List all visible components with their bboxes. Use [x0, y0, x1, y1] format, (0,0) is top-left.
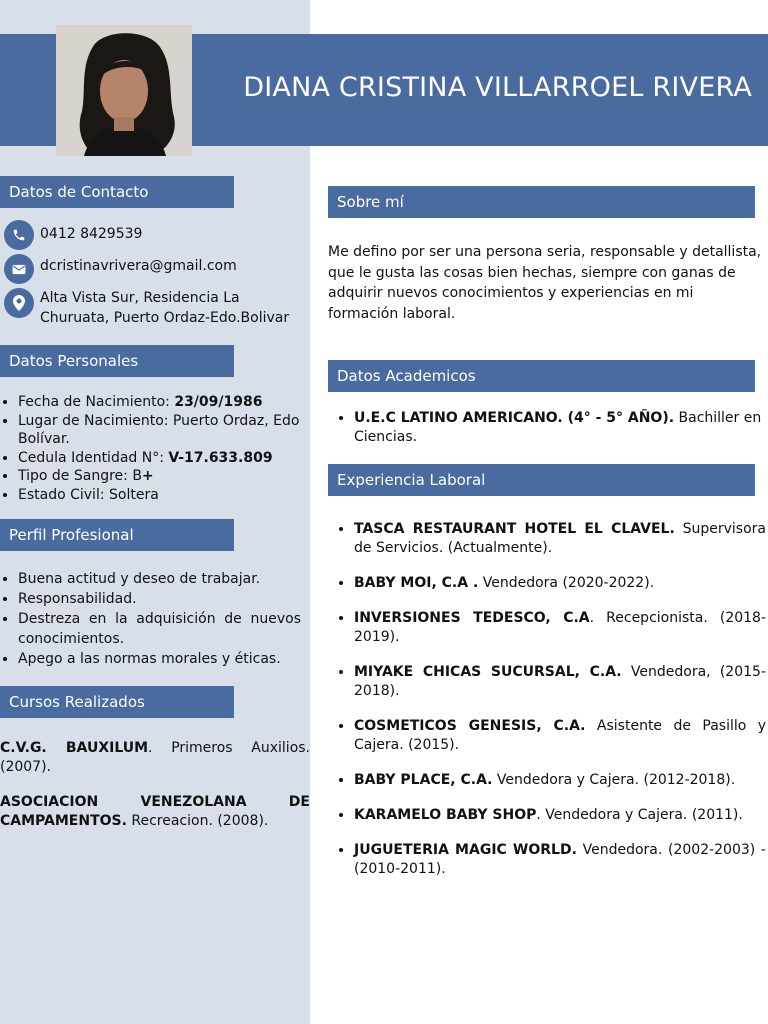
email-address: dcristinavrivera@gmail.com	[40, 258, 237, 274]
academic-list	[336, 409, 764, 446]
list-item: • Fecha de Nacimiento: 23/09/1986	[18, 393, 310, 412]
list-item: • MIYAKE CHICAS SUCURSAL, C.A. Vendedora, (2015-2018).	[354, 663, 766, 701]
profile-list	[0, 569, 301, 669]
section-header-personal: Datos Personales	[0, 345, 234, 377]
list-item: • KARAMELO BABY SHOP. Vendedora y Cajera. (2011).	[354, 806, 766, 825]
contact-address	[4, 288, 289, 328]
list-item: • INVERSIONES TEDESCO, C.A. Recepcionista. (2018-2019).	[354, 609, 766, 647]
person-name: DIANA CRISTINA VILLARROEL RIVERA	[243, 72, 752, 103]
list-item: • Estado Civil: Soltera	[18, 486, 310, 505]
course-item: C.V.G. BAUXILUM. Primeros Auxilios. (2007).	[0, 740, 311, 775]
phone-number: 0412 8429539	[40, 226, 143, 242]
address	[40, 288, 289, 328]
list-item: • COSMETICOS GENESIS, C.A. Asistente de Pasillo y Cajera. (2015).	[354, 717, 766, 755]
phone-icon	[4, 220, 34, 250]
mail-icon	[4, 254, 34, 284]
experience-list	[336, 520, 766, 895]
list-item: • Responsabilidad.	[18, 589, 301, 609]
list-item: • TASCA RESTAURANT HOTEL EL CLAVEL. Supervisora de Servicios. (Actualmente).	[354, 520, 766, 558]
section-header-profile: Perfil Profesional	[0, 519, 234, 551]
list-item: • Tipo de Sangre: B+	[18, 467, 310, 486]
list-item: • Apego a las normas morales y éticas.	[18, 649, 301, 669]
list-item: • Lugar de Nacimiento: Puerto Ordaz, Edo Bolívar.	[18, 412, 310, 449]
course-item: ASOCIACION VENEZOLANA DE CAMPAMENTOS. Recreacion. (2008).	[0, 794, 310, 829]
location-pin-icon	[4, 288, 34, 318]
contact-phone	[4, 220, 142, 250]
section-header-courses: Cursos Realizados	[0, 686, 234, 718]
list-item: • Destreza en la adquisición de nuevos conocimientos.	[18, 609, 301, 649]
personal-data-list	[0, 393, 310, 504]
address-line-1: Alta Vista Sur, Residencia La	[40, 290, 240, 306]
list-item: • BABY MOI, C.A . Vendedora (2020-2022).	[354, 574, 766, 593]
list-item: • Cedula Identidad N°: V-17.633.809	[18, 449, 310, 468]
list-item: • JUGUETERIA MAGIC WORLD. Vendedora. (2002-2003) -(2010-2011).	[354, 841, 766, 879]
contact-email	[4, 254, 237, 284]
list-item: • BABY PLACE, C.A. Vendedora y Cajera. (2012-2018).	[354, 771, 766, 790]
address-line-2: Churuata, Puerto Ordaz-Edo.Bolivar	[40, 310, 290, 326]
list-item: • U.E.C LATINO AMERICANO. (4° - 5° AÑO). Bachiller en Ciencias.	[354, 409, 764, 446]
section-header-contact: Datos de Contacto	[0, 176, 234, 208]
section-header-experience: Experiencia Laboral	[328, 464, 755, 496]
section-header-about: Sobre mí	[328, 186, 755, 218]
profile-photo	[56, 25, 192, 156]
list-item: • Buena actitud y deseo de trabajar.	[18, 569, 301, 589]
section-header-academic: Datos Academicos	[328, 360, 755, 392]
about-text: Me defino por ser una persona seria, responsable y detallista, que le gusta las cosas bien hechas, siempre con ganas de adquirir nuevos conocimientos y experiencias en mi formación laboral.	[328, 244, 762, 322]
